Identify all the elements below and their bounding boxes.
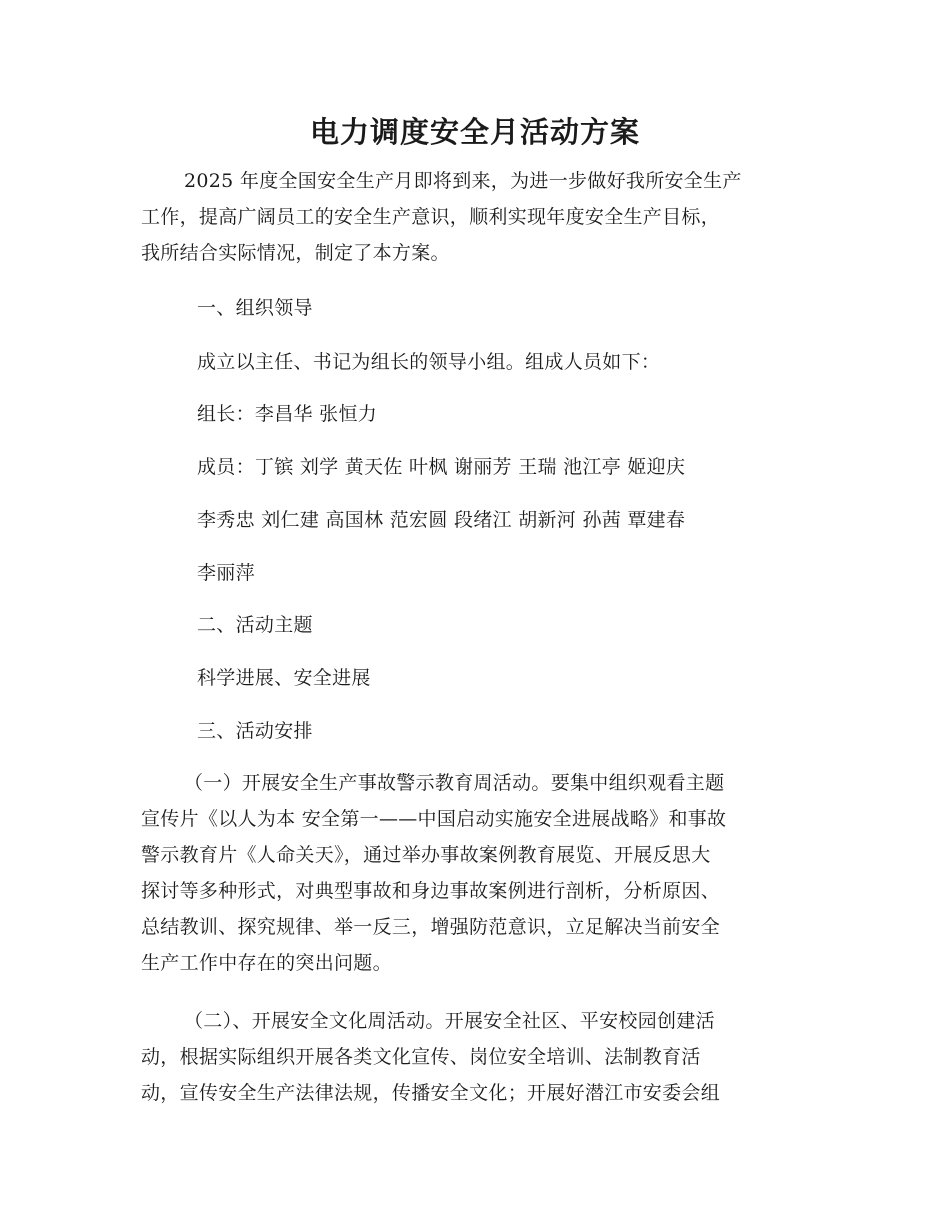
- document-title: 电力调度安全月活动方案: [309, 115, 640, 149]
- item1-line-2: 宣传片《以人为本 安全第一——中国启动实施安全进展战略》和事故: [141, 808, 727, 830]
- item2-line-3: 动，宣传安全生产法律法规，传播安全文化；开展好潜江市安委会组: [141, 1082, 721, 1104]
- item1-line-4: 探讨等多种形式，对典型事故和身边事故案例进行剖析，分析原因、: [141, 880, 721, 902]
- intro-paragraph: [141, 163, 742, 271]
- intro-line-1: 2025 年度全国安全生产月即将到来，为进一步做好我所安全生产: [184, 170, 742, 192]
- section1-heading: 一、组织领导: [197, 297, 313, 319]
- item2-line-1: （二）、开展安全文化周活动。开展安全社区、平安校园创建活: [184, 1010, 715, 1032]
- item2-line-2: 动，根据实际组织开展各类文化宣传、岗位安全培训、法制教育活: [141, 1046, 701, 1068]
- section1-members-line-1: 成员：丁镔 刘学 黄天佐 叶枫 谢丽芳 王瑞 池江亭 姬迎庆: [197, 456, 686, 478]
- section2-heading: 二、活动主题: [197, 614, 313, 636]
- section3-item1-paragraph: [141, 765, 726, 981]
- section1-leaders: 组长：李昌华 张恒力: [197, 403, 378, 425]
- section2-text: 科学进展、安全进展: [197, 667, 371, 689]
- section3-heading: 三、活动安排: [197, 720, 313, 742]
- intro-line-3: 我所结合实际情况，制定了本方案。: [141, 242, 450, 264]
- item1-line-3: 警示教育片《人命关天》，通过举办事故案例教育展览、开展反思大: [141, 844, 711, 866]
- section3-item2-paragraph: [141, 1003, 720, 1111]
- item1-line-5: 总结教训、探究规律、举一反三，增强防范意识，立足解决当前安全: [141, 916, 721, 938]
- item1-line-1: （一）开展安全生产事故警示教育周活动。要集中组织观看主题: [184, 772, 725, 794]
- intro-line-2: 工作，提高广阔员工的安全生产意识，顺利实现年度安全生产目标，: [141, 206, 721, 228]
- section1-members-line-3: 李丽萍: [197, 562, 255, 584]
- section1-members-line-2: 李秀忠 刘仁建 高国林 范宏圆 段绪江 胡新河 孙茜 覃建春: [197, 509, 686, 531]
- section1-text: 成立以主任、书记为组长的领导小组。组成人员如下：: [197, 351, 661, 373]
- item1-line-6: 生产工作中存在的突出问题。: [141, 952, 392, 974]
